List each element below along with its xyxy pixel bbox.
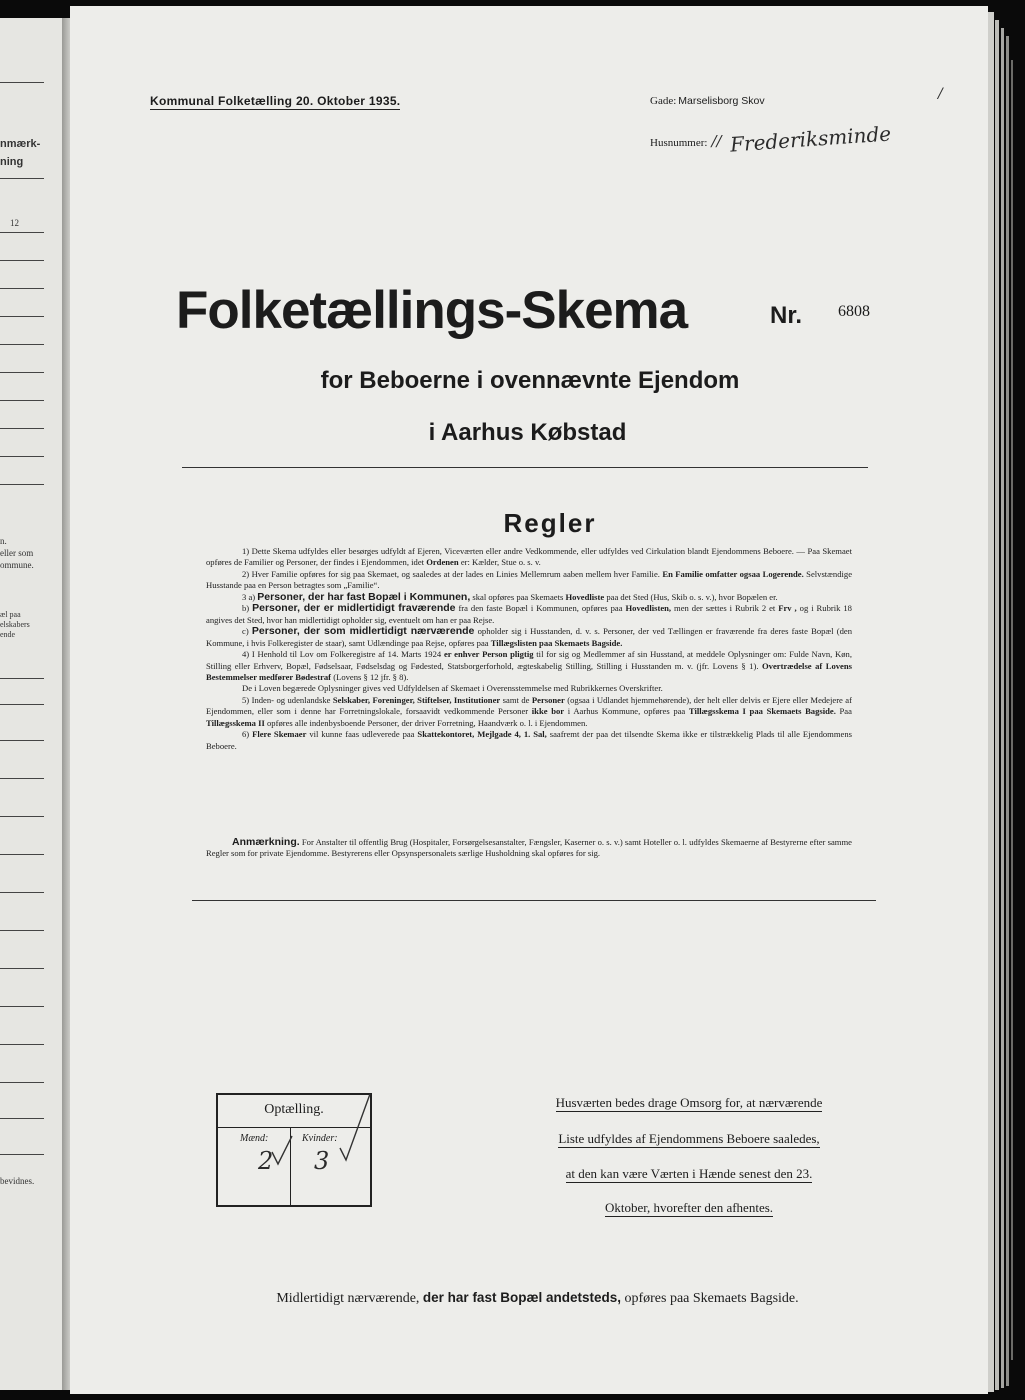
left-page-fragment: elskabers bbox=[0, 620, 30, 629]
rules-heading: Regler bbox=[503, 508, 597, 538]
left-page-edge bbox=[0, 18, 62, 1390]
rule-5: 5) Inden- og udenlandske Selskaber, Foreninger, Stiftelser, Institutioner samt de Personer (ogsaa i Udlandet hjemmehørende), der helt eller delvis er Ejere eller Medejere af Ejendommen, eller som i denne har Forretningslokale, forsaavidt vedkommende Personer ikke bor i Aarhus Kommune, opføres paa Tillægsskema I paa Skemaets Bagside. Paa Tillægsskema II opføres alle indenbysboende Personer, der driver Forretning, Haandværk o. l. i Ejendommen. bbox=[206, 694, 852, 728]
street-value: Marselisborg Skov bbox=[678, 95, 765, 107]
house-number-value: Frederiksminde bbox=[728, 121, 892, 157]
notice-line: Husværten bedes drage Omsorg for, at nærværende bbox=[555, 1095, 823, 1110]
form-subtitle-city: i Aarhus Købstad bbox=[428, 419, 627, 446]
ruled-line bbox=[0, 344, 44, 345]
remark-text: For Anstalter til offentlig Brug (Hospitaler, Forsørgelsesanstalter, Fængsler, Kaserner o. s. v.) samt Hoteller o. l. udfyldes Skemaerne af Bestyrerne efter samme Regler som for private Ejendomme. Bestyrerens eller Opsynspersonalets særlige Husholdning skal opføres for sig. bbox=[206, 837, 852, 859]
women-label: Kvinder: bbox=[302, 1133, 338, 1144]
ruled-line bbox=[0, 456, 44, 457]
ruled-line bbox=[0, 778, 44, 779]
ruled-line bbox=[0, 400, 44, 401]
census-header: Kommunal Folketælling 20. Oktober 1935. bbox=[150, 94, 401, 108]
rule-1: 1) Dette Skema udfyldes eller besørges udfyldt af Ejeren, Viceværten eller andre Vedkommende, eller udfyldes ved Cirkulation blandt Ejendommens Beboere. — Paa Skemaet opføres de Familier og Personer, der findes i Ejendommen, idet Ordenen er: Kælder, Stue o. s. v. bbox=[206, 546, 852, 568]
ruled-line bbox=[0, 1082, 44, 1083]
house-number-field bbox=[650, 121, 892, 157]
rule-2: 2) Hver Familie opføres for sig paa Skemaet, og saaledes at der lades en Linies Mellemrum aaben mellem hver Familie. En Familie omfatter ogsaa Logerende. Selvstændige Husstande paa en Person betragtes som „Familie“. bbox=[206, 568, 853, 591]
ruled-line bbox=[0, 854, 44, 855]
rule-4-note: De i Loven begærede Oplysninger gives ved Udfyldelsen af Skemaet i Overensstemmelse med Rubrikkernes Overskrifter. bbox=[242, 683, 663, 694]
street-field bbox=[650, 91, 765, 109]
page-edge bbox=[1011, 60, 1013, 1360]
ruled-line bbox=[0, 704, 44, 705]
ruled-line bbox=[0, 968, 44, 969]
remark-paragraph bbox=[206, 837, 852, 860]
rule-3b: b) Personer, der er midlertidigt fraværende fra den faste Bopæl i Kommunen, opføres paa Hovedlisten, men der sættes i Rubrik 2 et Frv , og i Rubrik 18 angives det Sted, hvor han midlertidigt opholder sig, eventuelt om han er paa Rejse. bbox=[206, 602, 852, 625]
notice-line: Liste udfyldes af Ejendommens Beboere saaledes, bbox=[558, 1131, 820, 1146]
women-count: 3 bbox=[314, 1147, 330, 1175]
ruled-line bbox=[0, 82, 44, 83]
notice-line: Oktober, hvorefter den afhentes. bbox=[604, 1200, 774, 1215]
left-page-fragment: nmærk- bbox=[0, 138, 41, 150]
ruled-line bbox=[0, 892, 44, 893]
men-count: 2 bbox=[258, 1147, 274, 1175]
page-edge bbox=[1006, 36, 1009, 1386]
house-number-label: Husnummer: bbox=[650, 137, 708, 149]
rule-3a: 3 a) Personer, der har fast Bopæl i Kommunen, skal opføres paa Skemaets Hovedliste paa det Sted (Hus, Skib o. s. v.), hvor Bopælen er. bbox=[242, 590, 778, 603]
ruled-line bbox=[0, 1044, 44, 1045]
ruled-line bbox=[0, 260, 44, 261]
rule-6: 6) Flere Skemaer vil kunne faas udleverede paa Skattekontoret, Mejlgade 4, 1. Sal, saafremt der paa det tilsendte Skema ikke er tilstrækkelig Plads til alle Ejendommens Beboere. bbox=[206, 729, 853, 751]
ruled-line bbox=[0, 1154, 44, 1155]
remark-label: Anmærkning. bbox=[232, 836, 300, 848]
ruled-line bbox=[0, 178, 44, 179]
ruled-line bbox=[0, 1006, 44, 1007]
form-subtitle: for Beboerne i ovennævnte Ejendom bbox=[320, 367, 740, 394]
divider bbox=[192, 900, 876, 901]
ruled-line bbox=[0, 930, 44, 931]
footer-instruction: Midlertidigt nærværende, der har fast Bopæl andetsteds, opføres paa Skemaets Bagside. bbox=[276, 1290, 799, 1306]
left-page-fragment: bevidnes. bbox=[0, 1176, 35, 1186]
house-number-mark: // bbox=[711, 132, 722, 150]
men-label: Mænd: bbox=[240, 1133, 269, 1144]
ruled-line bbox=[0, 678, 44, 679]
left-page-fragment: n. bbox=[0, 536, 7, 546]
form-number-label: Nr. bbox=[770, 302, 803, 329]
tally-title: Optælling. bbox=[264, 1102, 324, 1117]
divider bbox=[182, 467, 868, 468]
left-page-fragment: ommune. bbox=[0, 560, 34, 570]
page-edge bbox=[1001, 28, 1004, 1388]
left-page-fragment: ende bbox=[0, 630, 16, 639]
left-page-fragment: 12 bbox=[10, 218, 19, 228]
ruled-line bbox=[0, 1118, 44, 1119]
ruled-line bbox=[0, 288, 44, 289]
ruled-line bbox=[0, 232, 44, 233]
form-number: 6808 bbox=[838, 303, 870, 320]
ruled-line bbox=[0, 816, 44, 817]
ruled-line bbox=[0, 316, 44, 317]
left-page-fragment: ning bbox=[0, 156, 24, 168]
page-edge bbox=[988, 12, 994, 1392]
left-page-fragment: eller som bbox=[0, 548, 34, 558]
rule-4: 4) I Henhold til Lov om Folkeregistre af 14. Marts 1924 er enhver Person pligtig til for sig og Medlemmer af sin Husstand, at meddele Oplysninger om: Fulde Navn, Køn, Stilling eller Erhverv, Bopæl, Fødselsaar, Fødselsdag og Fødested, Statsborgerforhold, ægteskabelig Stilling, Stilling i Husstanden m. v. (jfr. Lovens § 1). Overtrædelse af Lovens Bestemmelser medfører Bødestraf (Lovens § 12 jfr. § 8). bbox=[206, 649, 852, 682]
page-edge bbox=[995, 20, 999, 1390]
notice-line: at den kan være Værten i Hænde senest den 23. bbox=[565, 1166, 813, 1181]
street-checkmark: / bbox=[938, 86, 943, 102]
left-page-fragment: æl paa bbox=[0, 610, 21, 619]
ruled-line bbox=[0, 740, 44, 741]
rule-3c: c) Personer, der som midlertidigt nærværende opholder sig i Husstanden, d. v. s. Personer, der ved Tællingen er fraværende fra deres faste Bopæl (den Kommune, i hvis Folkeregister de staar), samt Udlændinge paa Rejse, opføres paa Tillægslisten paa Skemaets Bagside. bbox=[206, 625, 853, 648]
form-title: Folketællings-Skema bbox=[176, 281, 688, 340]
rules-text bbox=[206, 546, 852, 752]
handwritten-check-marks bbox=[270, 1090, 380, 1170]
ruled-line bbox=[0, 484, 44, 485]
street-label: Gade: bbox=[650, 95, 677, 107]
